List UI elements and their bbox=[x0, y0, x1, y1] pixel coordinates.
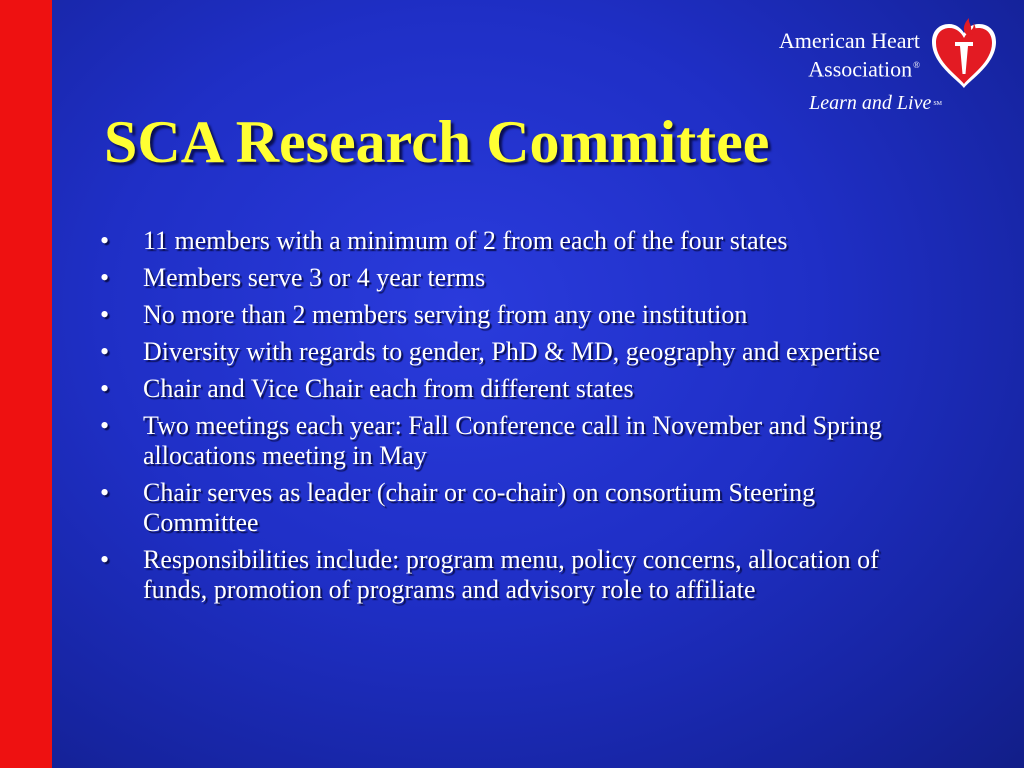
red-accent-bar bbox=[0, 0, 52, 768]
registered-mark: ® bbox=[913, 60, 920, 70]
bullet-item bbox=[100, 374, 930, 404]
slide-title: SCA Research Committee bbox=[104, 109, 770, 175]
aha-logo bbox=[746, 8, 1006, 118]
logo-name-line2-text: Association bbox=[808, 56, 913, 82]
bullet-marker: • bbox=[100, 374, 110, 403]
bullet-text: Two meetings each year: Fall Conference call in November and Spring allocations meeting in May bbox=[143, 411, 882, 470]
bullet-text: Chair and Vice Chair each from different states bbox=[143, 374, 634, 403]
bullet-item bbox=[100, 545, 930, 605]
bullet-marker: • bbox=[100, 545, 110, 574]
bullet-marker: • bbox=[100, 478, 110, 507]
bullet-text: 11 members with a minimum of 2 from each of the four states bbox=[143, 226, 788, 255]
bullet-text: Members serve 3 or 4 year terms bbox=[143, 263, 486, 292]
bullet-item bbox=[100, 337, 930, 367]
bullet-text: Responsibilities include: program menu, policy concerns, allocation of funds, promotion of programs and advisory role to affiliate bbox=[143, 545, 879, 604]
bullet-text: Diversity with regards to gender, PhD & MD, geography and expertise bbox=[143, 337, 880, 366]
bullet-item bbox=[100, 411, 930, 471]
bullet-item bbox=[100, 478, 930, 538]
heart-torch-icon bbox=[928, 12, 1000, 92]
bullet-marker: • bbox=[100, 263, 110, 292]
logo-name-line2 bbox=[779, 53, 920, 81]
logo-tagline-text: Learn and Live bbox=[809, 92, 932, 114]
bullet-item bbox=[100, 300, 930, 330]
bullet-text: No more than 2 members serving from any one institution bbox=[143, 300, 748, 329]
logo-tagline bbox=[809, 92, 942, 115]
logo-organization-name bbox=[779, 28, 920, 81]
bullet-marker: • bbox=[100, 226, 110, 255]
logo-name-line1: American Heart bbox=[778, 28, 920, 53]
bullet-item bbox=[100, 226, 930, 256]
bullet-text: Chair serves as leader (chair or co-chair) on consortium Steering Committee bbox=[143, 478, 816, 537]
bullet-item bbox=[100, 263, 930, 293]
bullet-marker: • bbox=[100, 300, 110, 329]
bullet-list bbox=[100, 226, 930, 612]
bullet-marker: • bbox=[100, 337, 110, 366]
bullet-marker: • bbox=[100, 411, 110, 440]
service-mark: SM bbox=[933, 101, 942, 108]
